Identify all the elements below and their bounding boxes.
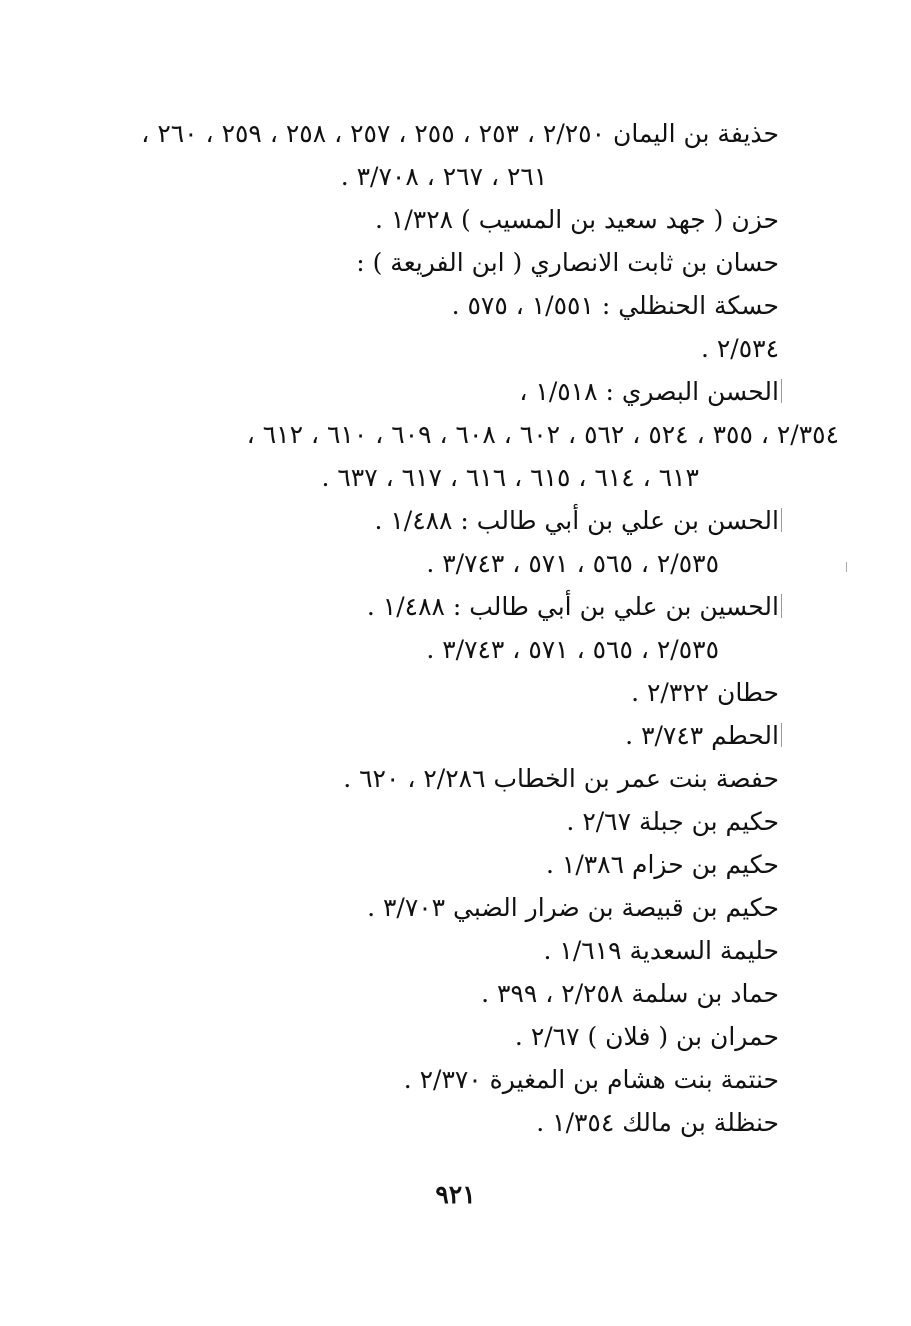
entry-text: حكيم بن حزام ١/٣٨٦ .: [546, 850, 779, 879]
entry-text: حسكة الحنظلي : ١/٥٥١ ، ٥٧٥ .: [451, 291, 779, 320]
index-entry-continuation: [89, 456, 779, 499]
page-number: ٩٢١: [435, 1180, 476, 1209]
margin-tick: [781, 379, 782, 403]
entry-text: حطان ٢/٣٢٢ .: [631, 678, 779, 707]
entry-text: ٦١٣ ، ٦١٤ ، ٦١٥ ، ٦١٦ ، ٦١٧ ، ٦٣٧ .: [321, 463, 699, 492]
index-entry: [89, 499, 779, 542]
entry-text: ٢/٣٥٤ ، ٣٥٥ ، ٥٢٤ ، ٥٦٢ ، ٦٠٢ ، ٦٠٨ ، ٦٠٩ ، ٦١٠ ، ٦١٢ ،: [246, 420, 839, 449]
margin-mark: [846, 562, 847, 572]
index-entry: [89, 929, 779, 972]
entry-text: ٢/٥٣٤ .: [700, 334, 779, 363]
entry-text: الحسين بن علي بن أبي طالب : ١/٤٨٨ .: [366, 592, 779, 621]
index-entry: [89, 585, 779, 628]
margin-tick: [781, 508, 782, 532]
entry-text: حمران بن ( فلان ) ٢/٦٧ .: [514, 1022, 779, 1051]
index-entry: [89, 714, 779, 757]
margin-tick: [781, 594, 782, 618]
index-entry: [89, 757, 779, 800]
entry-text: ٢٦١ ، ٢٦٧ ، ٣/٧٠٨ .: [340, 162, 548, 191]
margin-tick: [781, 723, 782, 747]
index-entry: [89, 284, 779, 327]
index-entry: [89, 198, 779, 241]
entry-text: حسان بن ثابت الانصاري ( ابن الفريعة ) :: [356, 248, 779, 277]
index-entry-continuation: [89, 327, 779, 370]
index-entry: [89, 972, 779, 1015]
entry-text: ٢/٥٣٥ ، ٥٦٥ ، ٥٧١ ، ٣/٧٤٣ .: [426, 549, 719, 578]
entry-text: حليمة السعدية ١/٦١٩ .: [543, 936, 779, 965]
entry-text: الحسن البصري : ١/٥١٨ ،: [519, 377, 779, 406]
entry-text: حنظلة بن مالك ١/٣٥٤ .: [536, 1108, 779, 1137]
name-index-list: [89, 112, 839, 1144]
entry-text: ٢/٥٣٥ ، ٥٦٥ ، ٥٧١ ، ٣/٧٤٣ .: [426, 635, 719, 664]
index-entry: [89, 843, 779, 886]
index-entry: [89, 112, 779, 155]
entry-text: حزن ( جهد سعيد بن المسيب ) ١/٣٢٨ .: [375, 205, 779, 234]
index-entry-continuation: [89, 542, 779, 585]
index-entry: [89, 370, 779, 413]
entry-text: حذيفة بن اليمان ٢/٢٥٠ ، ٢٥٣ ، ٢٥٥ ، ٢٥٧ ، ٢٥٨ ، ٢٥٩ ، ٢٦٠ ،: [141, 119, 779, 148]
index-entry: [89, 800, 779, 843]
index-entry: [89, 1015, 779, 1058]
entry-text: حفصة بنت عمر بن الخطاب ٢/٢٨٦ ، ٦٢٠ .: [343, 764, 779, 793]
index-entry: [89, 241, 779, 284]
entry-text: حماد بن سلمة ٢/٢٥٨ ، ٣٩٩ .: [481, 979, 779, 1008]
index-entry: [89, 671, 779, 714]
index-entry-continuation: [89, 628, 779, 671]
entry-text: حكيم بن جبلة ٢/٦٧ .: [566, 807, 779, 836]
index-entry-continuation: [89, 413, 839, 456]
entry-text: الحسن بن علي بن أبي طالب : ١/٤٨٨ .: [374, 506, 779, 535]
index-entry: [89, 1058, 779, 1101]
index-entry: [89, 1101, 779, 1144]
entry-text: حنتمة بنت هشام بن المغيرة ٢/٣٧٠ .: [403, 1065, 779, 1094]
index-entry-continuation: [89, 155, 779, 198]
index-entry: [89, 886, 779, 929]
entry-text: حكيم بن قبيصة بن ضرار الضبي ٣/٧٠٣ .: [367, 893, 779, 922]
entry-text: الحطم ٣/٧٤٣ .: [625, 721, 779, 750]
